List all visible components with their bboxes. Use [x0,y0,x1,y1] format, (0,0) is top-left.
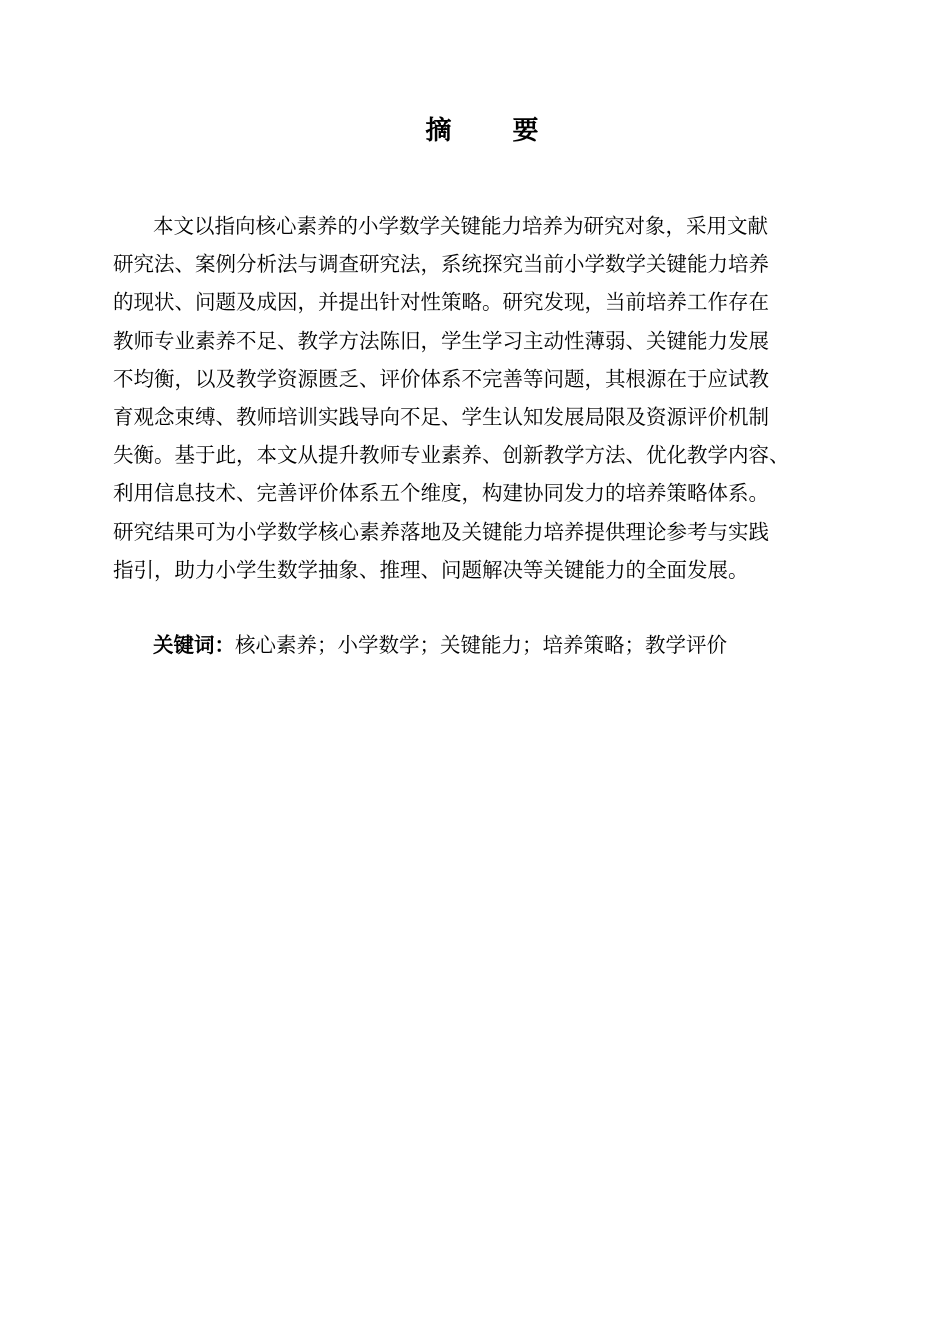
abstract-body [113,207,853,589]
abstract-line: 失衡。基于此，本文从提升教师专业素养、创新教学方法、优化教学内容、 [113,443,790,468]
abstract-line: 研究结果可为小学数学核心素养落地及关键能力培养提供理论参考与实践 [113,519,769,544]
keywords-line [153,626,853,664]
abstract-line: 指引，助力小学生数学抽象、推理、问题解决等关键能力的全面发展。 [113,557,749,582]
abstract-line: 育观念束缚、教师培训实践导向不足、学生认知发展局限及资源评价机制 [113,405,769,430]
keywords-label: 关键词： [153,633,235,657]
abstract-line: 利用信息技术、完善评价体系五个维度，构建协同发力的培养策略体系。 [113,481,769,506]
abstract-line: 研究法、案例分析法与调查研究法，系统探究当前小学数学关键能力培养 [113,252,769,277]
abstract-line: 的现状、问题及成因，并提出针对性策略。研究发现，当前培养工作存在 [113,290,769,315]
page-title: 摘 要 [425,116,565,146]
abstract-line: 本文以指向核心素养的小学数学关键能力培养为研究对象，采用文献 [153,214,768,238]
abstract-line: 教师专业素养不足、教学方法陈旧，学生学习主动性薄弱、关键能力发展 [113,328,769,353]
abstract-line: 不均衡，以及教学资源匮乏、评价体系不完善等问题，其根源在于应试教 [113,366,769,391]
keywords-text: 核心素养；小学数学；关键能力；培养策略；教学评价 [235,633,727,657]
